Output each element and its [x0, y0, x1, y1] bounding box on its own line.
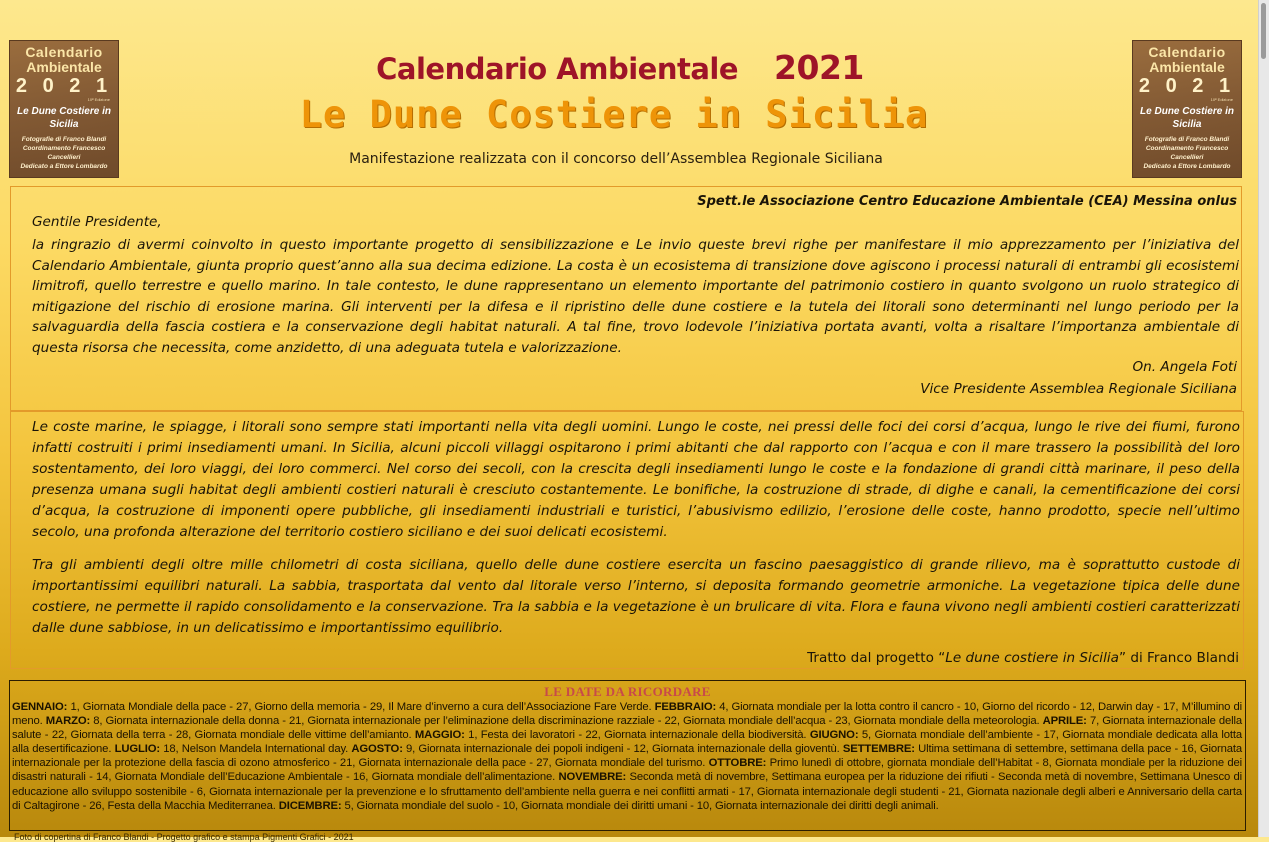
month-text: 5, Giornata mondiale del suolo - 10, Giornata mondiale dei diritti umani - 10, Giornata internazionale dei diritti degli animali. [341, 799, 939, 812]
page-title-text: Calendario Ambientale [376, 52, 739, 86]
page-subtitle: Le Dune Costiere in Sicilia [299, 93, 929, 136]
month-label: DICEMBRE: [278, 799, 342, 812]
letter-addressee: Spett.le Associazione Centro Educazione Ambientale (CEA) Messina onlus [697, 194, 1237, 209]
letter-section [10, 186, 1242, 411]
letter-greeting: Gentile Presidente, [32, 214, 162, 230]
month-text: Seconda metà di novembre, Settimana europea per la riduzione dei rifiuti - Seconda metà di novembre, Settimana Unesco di educazione allo sviluppo sostenibile - 6, Giornata internazionale per la prevenzione e lo sfruttamento dell’ambiente nella guerra e nei conflitti armati - 17, Giornata internazionale degli studenti - 21, Giornata nazionale degli alberi e Anniversario della carta di Caltagirone - 26, Festa della Macchia Mediterranea. [12, 771, 1242, 812]
page-note: Manifestazione realizzata con il concorso dell’Assemblea Regionale Siciliana [349, 151, 883, 167]
page-title-year: 2021 [774, 48, 864, 87]
prose-credit-title: Le dune costiere in Sicilia [945, 650, 1119, 666]
month-text: Ultima settimana di settembre, settimana della pace - 16, Giornata internazionale per la protezione della fascia di ozono atmosferico - 21, Giornata internazionale della pace - 27, Giornata mondiale del turismo. [12, 743, 1242, 770]
prose-credit-prefix: Tratto dal progetto “ [807, 650, 946, 666]
prose-paragraph: Tra gli ambienti degli oltre mille chilometri di costa siciliana, quello delle dune costiere esercita un fascino paesaggistico di grande rilievo, ma è soprattutto custode di importantissimi equilibri naturali. La sabbia, trasportata dal vento dal litorale verso l’interno, si deposita formando geometrie armoniche. La vegetazione tipica delle dune costiere, ne permette il rapido consolidamento e la conservazione. Tra la sabbia e la vegetazione è un brulicare di vita. Flora e fauna vivono negli ambienti costieri caratterizzati dalle dune sabbiose, in un delicatissimo e importantissimo equilibrio. [32, 557, 1240, 636]
month-text: 9, Giornata internazionale dei popoli indigeni - 12, Giornata internazionale della gioventù. [402, 743, 843, 756]
logo-subtitle: Le Dune Costiere in Sicilia [17, 106, 111, 130]
scrollbar-thumb[interactable] [1261, 3, 1266, 59]
logo-line-1: Calendario [1148, 44, 1226, 60]
logo-year: 2 0 2 1 [1138, 75, 1236, 97]
logo-line-1: Calendario [25, 44, 103, 60]
month-text: 18, Nelson Mandela International day. [159, 743, 352, 756]
logo-subtitle: Le Dune Costiere in Sicilia [1140, 106, 1234, 130]
logo-edition: 10ª Edizione [1210, 97, 1233, 102]
footer-credit: Foto di copertina di Franco Blandi - Progetto grafico e stampa Pigmenti Grafici - 2021 [14, 832, 354, 842]
month-text: 4, Giornata mondiale per la lotta contro il cancro - 10, Giorno del ricordo - 12, Darwin day - 17, M’illumino di meno. [12, 701, 1242, 728]
dates-text [12, 700, 1242, 813]
prose-credit [807, 650, 1239, 666]
logo-credit-coordination: Coordinamento Francesco Cancellieri [1145, 145, 1229, 161]
logo-credit-photos: Fotografie di Franco Blandi [1144, 136, 1230, 143]
month-label: AGOSTO: [351, 743, 403, 756]
logo-credit-dedication: Dedicato a Ettore Lombardo [20, 163, 108, 170]
prose-section [10, 411, 1244, 669]
prose-credit-suffix: ” di Franco Blandi [1118, 650, 1239, 666]
month-label: GIUGNO: [809, 729, 859, 742]
month-label: MAGGIO: [414, 729, 465, 742]
dates-title: LE DATE DA RICORDARE [544, 684, 711, 699]
month-label: FEBBRAIO: [654, 701, 717, 713]
month-text: 1, Giornata Mondiale della pace - 27, Giorno della memoria - 29, Il Mare d’inverno a cura dell’Associazione Fare Verde. [67, 701, 655, 713]
logo-year: 2 0 2 1 [15, 75, 113, 97]
logo-edition: 10ª Edizione [87, 97, 110, 102]
month-label: SETTEMBRE: [842, 743, 915, 756]
month-label: LUGLIO: [114, 743, 160, 756]
month-text: 5, Giornata mondiale dell’ambiente - 17, Giornata mondiale dedicata alla lotta alla desertificazione. [12, 729, 1242, 756]
month-label: NOVEMBRE: [558, 771, 627, 784]
logo-credit-photos: Fotografie di Franco Blandi [21, 136, 107, 143]
page-title [0, 48, 1240, 87]
letter-signature-role: Vice Presidente Assemblea Regionale Siciliana [920, 381, 1237, 397]
dates-section [9, 680, 1246, 831]
logo-line-2: Ambientale [1149, 59, 1225, 75]
vertical-scrollbar[interactable] [1258, 0, 1269, 837]
month-text: 7, Giornata internazionale della salute - 22, Giornata della terra - 28, Giornata mondiale delle vittime dell’amianto. [12, 715, 1242, 742]
month-text: 8, Giornata internazionale della donna - 21, Giornata internazionale per l’eliminazione della discriminazione razziale - 22, Giornata mondiale dell’acqua - 23, Giornata mondiale della meteorologia. [90, 715, 1043, 728]
prose-paragraph: Le coste marine, le spiagge, i litorali sono sempre stati importanti nella vita degli uomini. Lungo le coste, nei pressi delle foci dei corsi d’acqua, lungo le rive dei fiumi, furono infatti costruiti i primi insediamenti umani. In Sicilia, alcuni piccoli villaggi ospitarono i primi abitanti che dal rapporto con l’acqua e con il mare trassero la possibilità del loro sostentamento, dei loro viaggi, dei loro commerci. Nel corso dei secoli, con la crescita degli insediamenti lungo le coste e la fondazione di grandi città marinare, il peso della presenza umana sugli habitat degli ambienti costieri naturali è cresciuto costantemente. Le bonifiche, la costruzione di strade, di dighe e canali, la cementificazione dei corsi d’acqua, la costruzione di imponenti opere pubbliche, gli insediamenti industriali e turistici, l’abusivismo edilizio, l’erosione delle coste, hanno prodotto, specie nell’ultimo secolo, una profonda alterazione del territorio costiero siciliano e dei suoi delicati ecosistemi. [32, 419, 1240, 540]
letter-signature-name: On. Angela Foti [1132, 359, 1237, 375]
month-text: Primo lunedì di ottobre, giornata mondiale dell’Habitat - 8, Giornata mondiale per la riduzione dei disastri naturali - 14, Giornata Mondiale dell’Educazione Ambientale - 16, Giornata mondiale dell’alimentazione. [12, 757, 1242, 784]
month-label: MARZO: [45, 715, 91, 728]
month-text: 1, Festa dei lavoratori - 22, Giornata internazionale della biodiversità. [464, 729, 810, 742]
logo-credit-coordination: Coordinamento Francesco Cancellieri [22, 145, 106, 161]
letter-body: la ringrazio di avermi coinvolto in questo importante progetto di sensibilizzazione e Le invio queste brevi righe per manifestare il mio apprezzamento per l’iniziativa del Calendario Ambientale, giunta proprio quest’anno alla sua decima edizione. La costa è un ecosistema di transizione dove agiscono i processi naturali di entrambi gli ecosistemi limitrofi, quello terrestre e quello marino. In tale contesto, le dune rappresentano un elemento importante del patrimonio costiero in quanto svolgono un ruolo strategico di mitigazione del rischio di erosione marina. Gli interventi per la difesa e il ripristino delle dune costiere e la tutela dei litorali sono determinanti nel lungo periodo per la salvaguardia della fascia costiera e la conservazione degli habitat naturali. A tal fine, trovo lodevole l’iniziativa portata avanti, volta a risaltare l’importanza ambientale di questa risorsa che necessita, come anzidetto, di una adeguata tutela e valorizzazione. [32, 237, 1239, 356]
logo-credit-dedication: Dedicato a Ettore Lombardo [1143, 163, 1231, 170]
month-label: APRILE: [1042, 715, 1087, 728]
logo-line-2: Ambientale [26, 59, 102, 75]
month-label: GENNAIO: [12, 701, 68, 713]
month-label: OTTOBRE: [708, 757, 767, 770]
